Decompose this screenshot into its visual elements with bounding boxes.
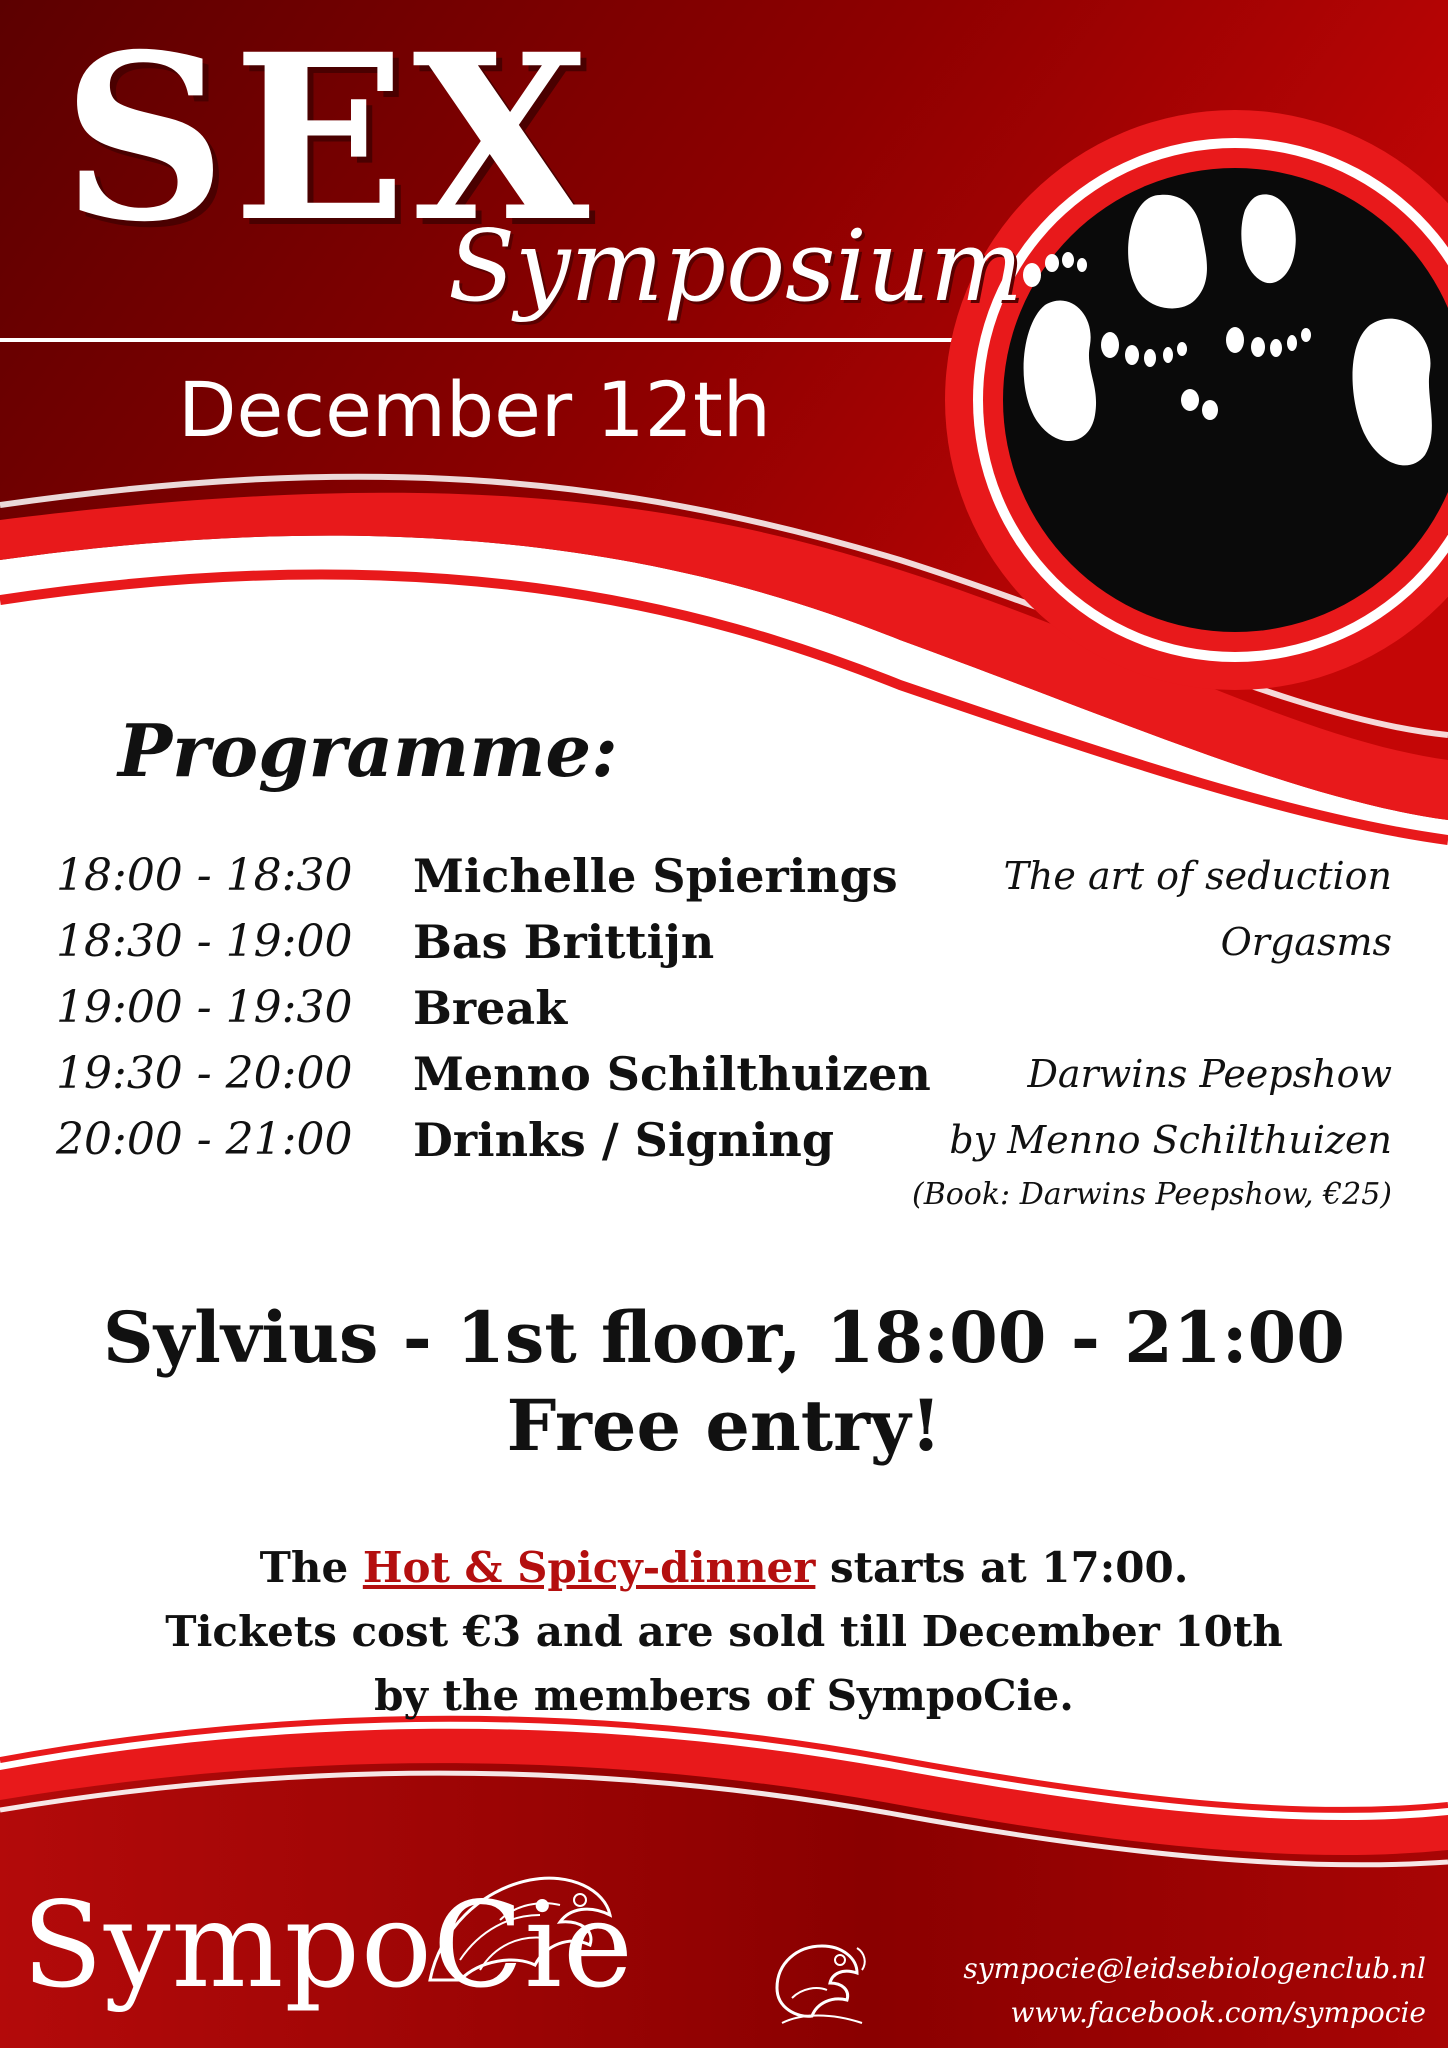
- row-speaker: Drinks / Signing: [413, 1113, 835, 1167]
- row-topic: Darwins Peepshow: [1027, 1052, 1392, 1096]
- row-time: 19:30 - 20:00: [56, 1048, 353, 1099]
- programme-row: [0, 912, 1448, 972]
- row-topic: Orgasms: [1220, 920, 1392, 964]
- dinner-line-2: Tickets cost €3 and are sold till December 10th: [165, 1607, 1283, 1656]
- row-time: 18:00 - 18:30: [56, 850, 353, 901]
- contact-facebook[interactable]: www.facebook.com/sympocie: [1010, 1996, 1426, 2029]
- dinner-suffix: starts at 17:00.: [815, 1543, 1189, 1592]
- programme-row: [0, 1044, 1448, 1104]
- row-time: 20:00 - 21:00: [56, 1114, 353, 1165]
- programme-heading: Programme:: [118, 708, 618, 793]
- row-topic: The art of seduction: [1003, 854, 1392, 898]
- venue-line: Sylvius - 1st floor, 18:00 - 21:00: [103, 1296, 1345, 1379]
- row-speaker: Bas Brittijn: [413, 915, 715, 969]
- dinner-link[interactable]: Hot & Spicy-dinner: [362, 1543, 816, 1592]
- row-speaker: Break: [413, 981, 568, 1035]
- poster-subtitle: Symposium: [448, 210, 1023, 324]
- event-date: December 12th: [178, 365, 771, 454]
- org-name: SympoCie: [22, 1876, 634, 2014]
- poster-title: SEX: [62, 4, 596, 272]
- row-time: 18:30 - 19:00: [56, 916, 353, 967]
- chameleon-icon: [762, 1928, 872, 2033]
- contact-email[interactable]: sympocie@leidsebiologenclub.nl: [963, 1952, 1426, 1985]
- programme-row: [0, 846, 1448, 906]
- programme-row: [0, 978, 1448, 1038]
- row-speaker: Menno Schilthuizen: [413, 1047, 931, 1101]
- dinner-line-1: [0, 1536, 1448, 1600]
- dinner-line-3: by the members of SympoCie.: [374, 1671, 1074, 1720]
- book-note: (Book: Darwins Peepshow, €25): [912, 1177, 1392, 1212]
- row-time: 19:00 - 19:30: [56, 982, 353, 1033]
- programme-row: [0, 1110, 1448, 1170]
- row-speaker: Michelle Spierings: [413, 849, 898, 903]
- footprints-icon: [1010, 175, 1448, 615]
- row-topic: by Menno Schilthuizen: [949, 1118, 1392, 1162]
- dinner-prefix: The: [259, 1543, 363, 1592]
- free-entry: Free entry!: [506, 1384, 942, 1467]
